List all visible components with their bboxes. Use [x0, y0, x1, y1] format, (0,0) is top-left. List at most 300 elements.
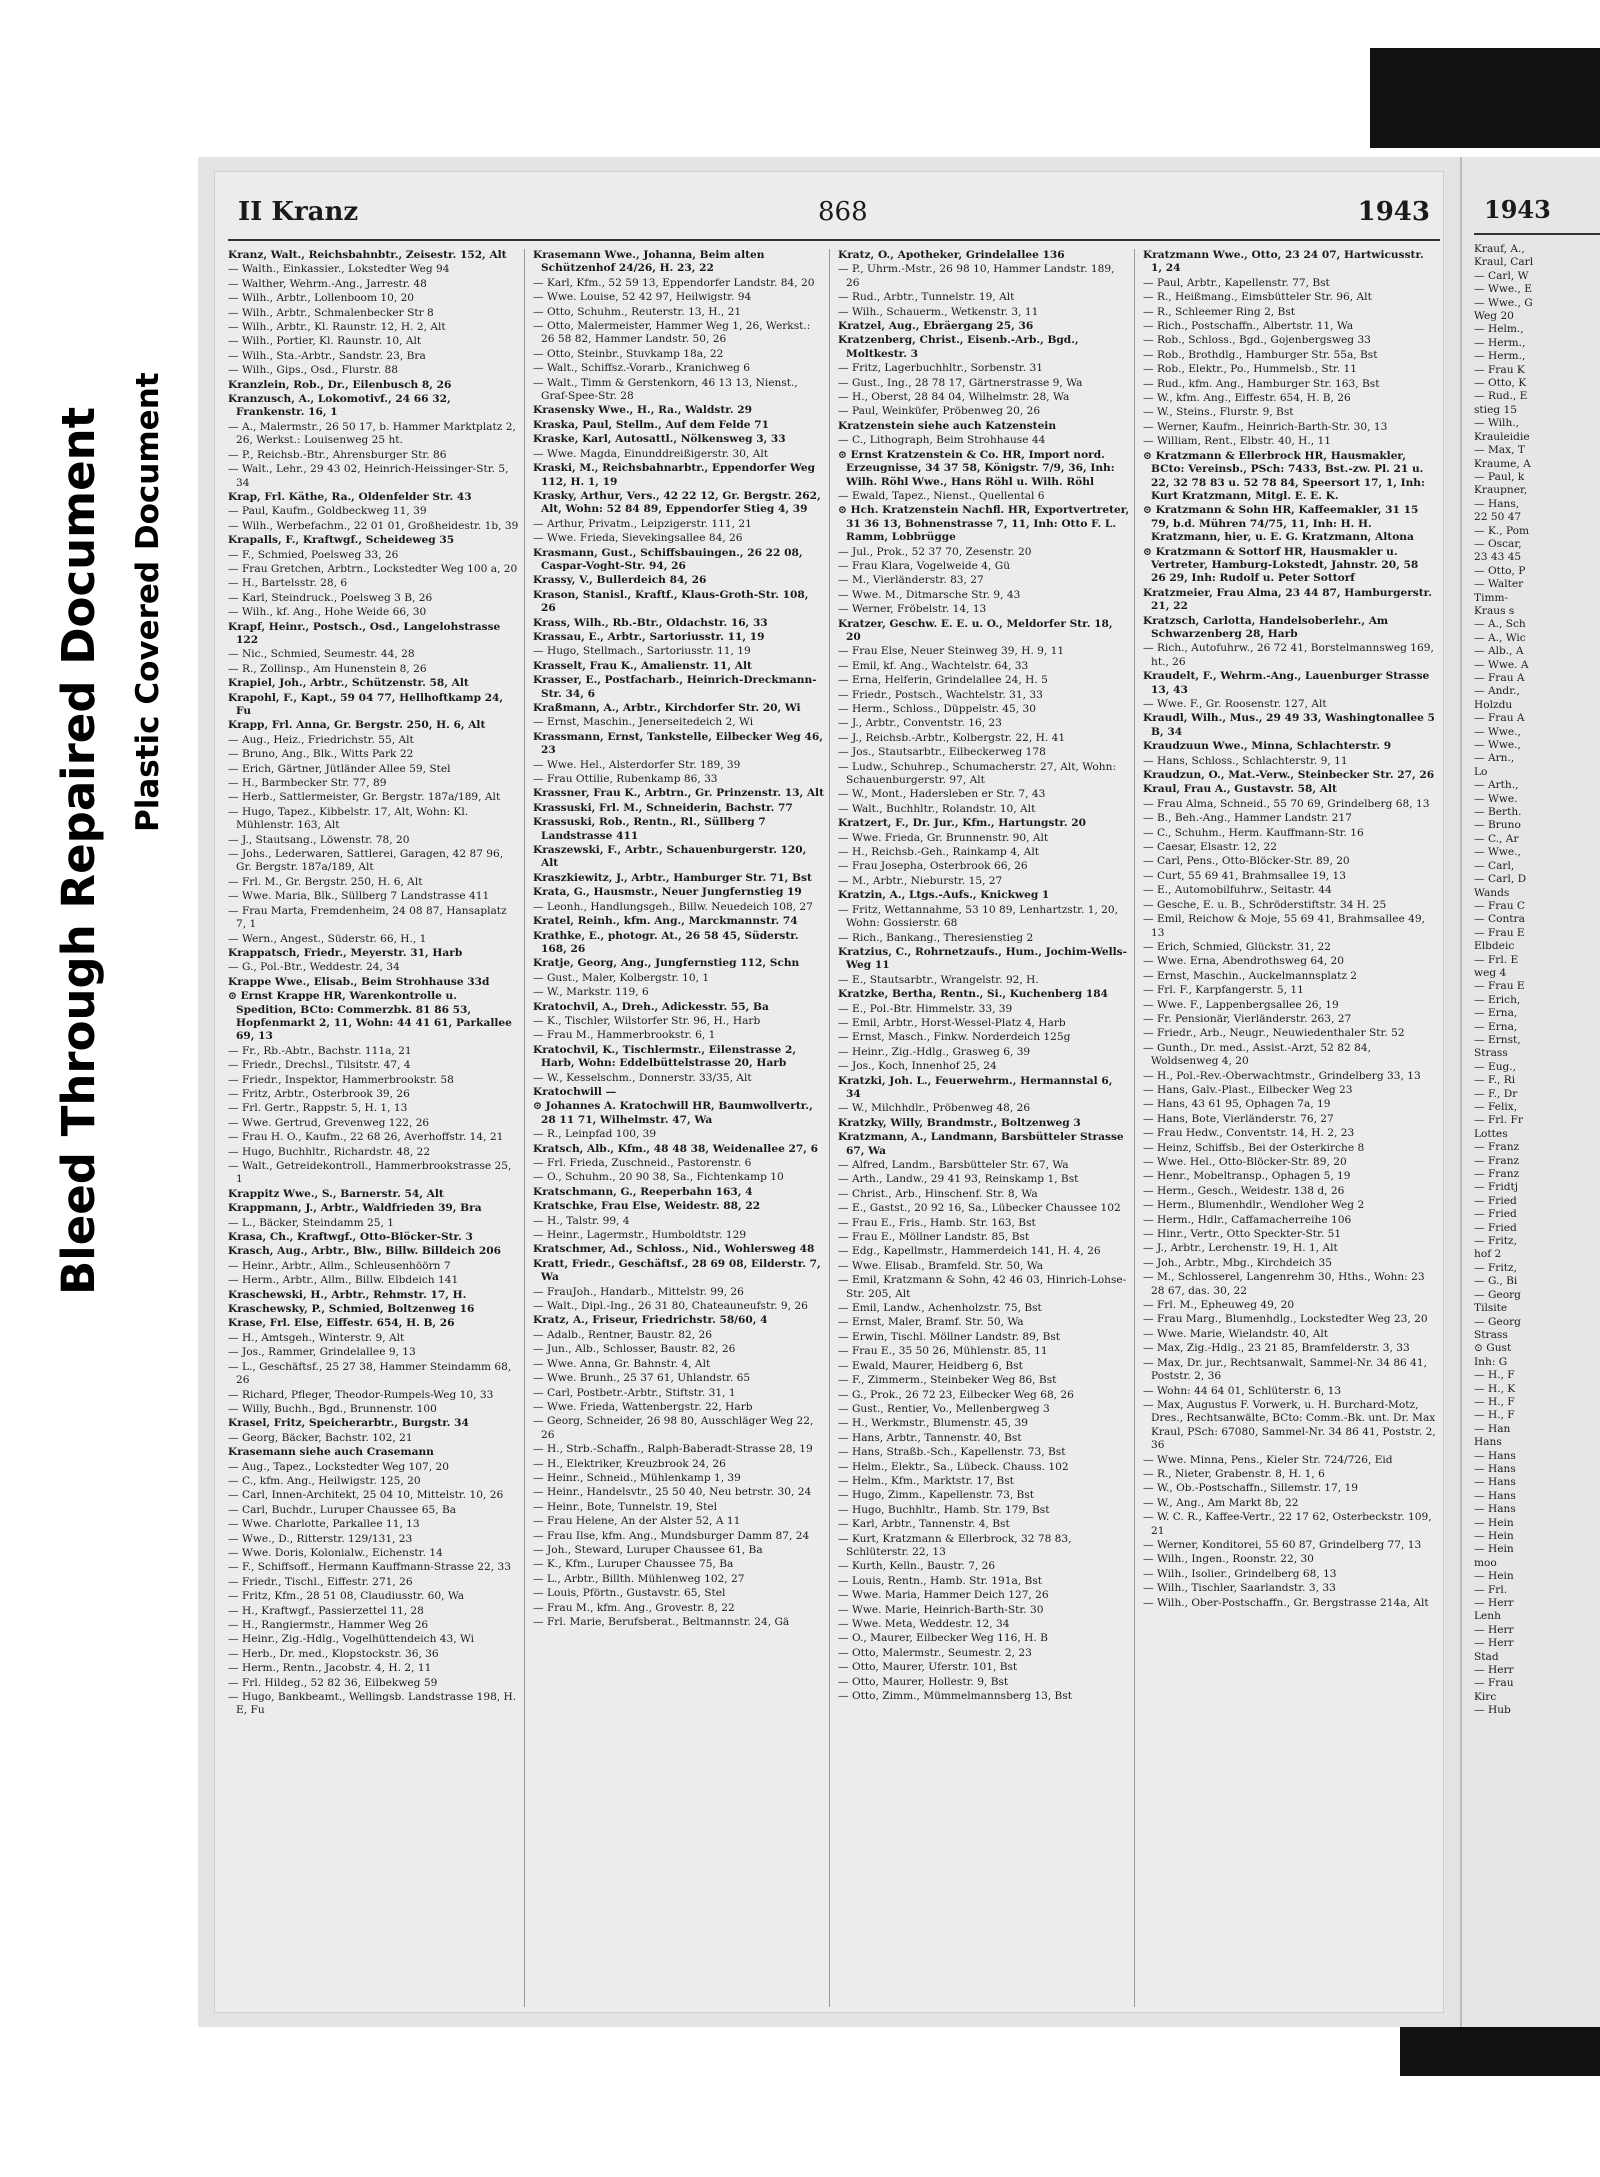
directory-entry: — Wwe. Meta, Weddestr. 12, 34: [838, 1618, 1010, 1630]
directory-entry: Krassuski, Rob., Rentn., Rl., Süllberg 7 Landstrasse 411: [533, 816, 766, 842]
directory-entry: — W., Mont., Hadersleben er Str. 7, 43: [838, 788, 1046, 801]
directory-entry: Krassner, Frau K., Arbtrn., Gr. Prinzenstr. 13, Alt: [533, 787, 824, 800]
directory-entry: Kratje, Georg, Ang., Jungfernstieg 112, Schn: [533, 957, 800, 970]
directory-entry: — G., Prok., 26 72 23, Eilbecker Weg 68, 26: [838, 1388, 1074, 1401]
directory-entry: — Wohn: 44 64 01, Schlüterstr. 6, 13: [1143, 1384, 1342, 1397]
next-page-line: Krauf, A.,: [1474, 243, 1525, 255]
directory-entry: Kratzenstein siehe auch Katzenstein: [838, 419, 1057, 432]
next-page-line: Timm-: [1474, 591, 1509, 604]
next-page-line: — Wwe.: [1474, 792, 1518, 805]
directory-entry: — E., Gastst., 20 92 16, Sa., Lübecker Chaussee 102: [838, 1202, 1121, 1215]
directory-entry: — H., Talstr. 99, 4: [533, 1214, 630, 1227]
directory-entry: — Otto, Schuhm., Reuterstr. 13, H., 21: [533, 305, 742, 318]
directory-entry: Krasky, Arthur, Vers., 42 22 12, Gr. Bergstr. 262, Alt, Wohn: 52 84 89, Eppendorfer Stieg 4, 39: [533, 489, 821, 516]
directory-entry: — Frau Marg., Blumenhdlg., Lockstedter Weg 23, 20: [1143, 1313, 1428, 1326]
directory-entry: Kraska, Paul, Stellm., Auf dem Felde 71: [533, 418, 769, 431]
directory-entry: — Wwe. Doris, Kolonialw., Eichenstr. 14: [228, 1546, 443, 1559]
directory-entry: — W. C. R., Kaffee-Vertr., 22 17 62, Osterbeckstr. 109, 21: [1143, 1511, 1432, 1537]
next-page-line: Inh: G: [1474, 1355, 1508, 1368]
directory-entry: — William, Rent., Elbstr. 40, H., 11: [1143, 435, 1332, 448]
directory-entry: Krasemann siehe auch Crasemann: [228, 1446, 434, 1459]
directory-entry: — H., Strb.-Schaffn., Ralph-Baberadt-Strasse 28, 19: [533, 1443, 813, 1456]
directory-entry: — Otto, Steinbr., Stuvkamp 18a, 22: [533, 347, 724, 360]
next-page-line: — Frau: [1474, 1677, 1514, 1690]
directory-entry: — L., Geschäftsf., 25 27 38, Hammer Steindamm 68, 26: [228, 1360, 512, 1387]
directory-entry: — Frau Josepha, Osterbrook 66, 26: [838, 860, 1028, 873]
directory-entry: — Wwe. Marie, Heinrich-Barth-Str. 30: [838, 1603, 1044, 1616]
next-page-line: — Wwe.,: [1474, 725, 1521, 738]
directory-entry: Krathke, E., photogr. At., 26 58 45, Süderstr. 168, 26: [533, 929, 799, 955]
directory-entry: — Frl. Hildeg., 52 82 36, Eilbekweg 59: [228, 1676, 438, 1689]
directory-entry: — C., kfm. Ang., Heilwigstr. 125, 20: [228, 1474, 421, 1487]
directory-entry: Kranzusch, A., Lokomotivf., 24 66 32, Frankenstr. 16, 1: [228, 393, 451, 419]
directory-entry: — Paul, Arbtr., Kapellenstr. 77, Bst: [1143, 276, 1330, 289]
directory-entry: — H., Pol.-Rev.-Oberwachtmstr., Grindelberg 33, 13: [1143, 1069, 1421, 1082]
next-page-line: — Erna,: [1474, 1007, 1518, 1020]
directory-entry: Krapiel, Joh., Arbtr., Schützenstr. 58, Alt: [228, 677, 469, 690]
directory-entry: — Herm., Gesch., Weidestr. 138 d, 26: [1143, 1184, 1345, 1197]
directory-entry: Kraszkiewitz, J., Arbtr., Hamburger Str. 71, Bst: [533, 871, 812, 884]
directory-entry: — Herb., Sattlermeister, Gr. Bergstr. 187a/189, Alt: [228, 791, 501, 804]
directory-entry: — Ewald, Tapez., Nienst., Quellental 6: [838, 489, 1045, 502]
directory-page: [198, 157, 1460, 2027]
next-page-line: — Fridtj: [1474, 1181, 1519, 1194]
directory-entry: — Hans, Straßb.-Sch., Kapellenstr. 73, Bst: [838, 1446, 1066, 1459]
directory-entry: — H., Kraftwgf., Passierzettel 11, 28: [228, 1604, 424, 1617]
directory-entry: — Wilh., Ingen., Roonstr. 22, 30: [1143, 1553, 1314, 1566]
directory-entry: — Heinr., Schneid., Mühlenkamp 1, 39: [533, 1471, 741, 1484]
directory-entry: — Jun., Alb., Schlosser, Baustr. 82, 26: [533, 1343, 736, 1356]
directory-entry: — Wilh., Gips., Osd., Flurstr. 88: [228, 364, 398, 377]
directory-entry: — Hugo, Zimm., Kapellenstr. 73, Bst: [838, 1489, 1035, 1502]
directory-entry: — Gust., Rentier, Vo., Mellenbergweg 3: [838, 1402, 1050, 1415]
page-header: [238, 197, 1430, 233]
directory-entry: — O., Maurer, Eilbecker Weg 116, H. B: [838, 1632, 1048, 1645]
directory-entry: — O., Schuhm., 20 90 38, Sa., Fichtenkamp 10: [533, 1171, 784, 1184]
directory-entry: — Curt, 55 69 41, Brahmsallee 19, 13: [1143, 869, 1347, 882]
directory-entry: — R., Zollinsp., Am Hunenstein 8, 26: [228, 662, 427, 675]
directory-entry: — F., Schiffsoff., Hermann Kauffmann-Strasse 22, 33: [228, 1561, 511, 1574]
column-1: [228, 249, 525, 2007]
directory-entry: Krata, G., Hausmstr., Neuer Jungfernstieg 19: [533, 886, 802, 899]
directory-entry: — Walther, Wehrm.-Ang., Jarrestr. 48: [228, 277, 427, 290]
directory-entry: — Emil, Reichow & Moje, 55 69 41, Brahmsallee 49, 13: [1143, 913, 1425, 939]
directory-entry: — Hugo, Buchhltr., Richardstr. 48, 22: [228, 1145, 431, 1158]
directory-entry: — Carl, Buchdr., Luruper Chaussee 65, Ba: [228, 1503, 457, 1516]
directory-entry: — Fritz, Wettannahme, 53 10 89, Lenhartzstr. 1, 20, Wohn: Gossierstr. 68: [838, 903, 1119, 930]
directory-entry: — Wern., Angest., Süderstr. 66, H., 1: [228, 932, 427, 945]
directory-entry: — Walt., Buchhltr., Rolandstr. 10, Alt: [838, 802, 1036, 815]
directory-entry: Krasselt, Frau K., Amalienstr. 11, Alt: [533, 659, 752, 672]
directory-entry: — Otto, Maurer, Hollestr. 9, Bst: [838, 1675, 1009, 1688]
directory-entry: — Friedr., Postsch., Wachtelstr. 31, 33: [838, 688, 1043, 701]
directory-entry: ⊙ Ernst Krappe HR, Warenkontrolle u. Spedition, BCto: Commerzbk. 81 86 53, Hopfenmarkt 2, 11, Wohn: 44 41 61, Parkallee 69, 13: [228, 990, 512, 1043]
directory-entry: Kratschke, Frau Else, Weidestr. 88, 22: [533, 1200, 761, 1213]
next-page-line: — Berth.: [1474, 806, 1522, 819]
directory-entry: Krappatsch, Friedr., Meyerstr. 31, Harb: [228, 946, 463, 959]
directory-entry: — Wilh., Schauerm., Wetkenstr. 3, 11: [838, 305, 1039, 318]
directory-entry: — Aug., Tapez., Lockstedter Weg 107, 20: [228, 1460, 449, 1473]
next-page-line: Stad: [1474, 1650, 1499, 1663]
directory-entry: — Frau Helene, An der Alster 52, A 11: [533, 1515, 741, 1528]
directory-entry: — Hugo, Stellmach., Sartoriusstr. 11, 19: [533, 645, 751, 658]
next-page-line: 22 50 47: [1474, 511, 1522, 524]
next-page-line: — Eug.,: [1474, 1060, 1517, 1073]
directory-entry: — Erna, Helferin, Grindelallee 24, H. 5: [838, 674, 1048, 687]
directory-entry: — Fr. Pensionär, Vierländerstr. 263, 27: [1143, 1012, 1352, 1025]
directory-entry: Kratzsch, Carlotta, Handelsoberlehr., Am Schwarzenberg 28, Harb: [1143, 614, 1389, 640]
directory-entry: Kratel, Reinh., kfm. Ang., Marckmannstr. 74: [533, 915, 798, 928]
next-page-line: — Otto, K: [1474, 377, 1527, 390]
column-2: [533, 249, 830, 2007]
next-page-line: — Hans: [1474, 1462, 1516, 1475]
next-page-line: — Frau A: [1474, 672, 1525, 684]
directory-entry: Kratzert, F., Dr. Jur., Kfm., Hartungstr. 20: [838, 817, 1087, 830]
directory-entry: — H., Rangiermstr., Hammer Weg 26: [228, 1619, 429, 1631]
directory-entry: Kratochvil, A., Dreh., Adickesstr. 55, Ba: [533, 1000, 769, 1013]
next-page-strip: [1460, 157, 1600, 2027]
directory-entry: — Richard, Pfleger, Theodor-Rumpels-Weg 10, 33: [228, 1388, 494, 1401]
next-page-line: — Herr: [1474, 1597, 1514, 1610]
directory-entry: — R., Schleemer Ring 2, Bst: [1143, 305, 1296, 318]
directory-entry: — Wilh., Tischler, Saarlandstr. 3, 33: [1143, 1582, 1336, 1595]
directory-entry: — Frl. M., Gr. Bergstr. 250, H. 6, Alt: [228, 875, 423, 888]
directory-entry: — Heinr., Arbtr., Allm., Schleusenhöörn 7: [228, 1259, 451, 1272]
directory-entry: Krasser, E., Postfacharb., Heinrich-Dreckmann-Str. 34, 6: [533, 674, 817, 700]
directory-entry: — L., Arbtr., Billth. Mühlenweg 102, 27: [533, 1572, 745, 1585]
directory-entry: Kraschewski, H., Arbtr., Rehmstr. 17, H.: [228, 1288, 467, 1301]
next-page-line: — Frau E: [1474, 926, 1525, 939]
directory-entry: — H., Bartelsstr. 28, 6: [228, 577, 348, 590]
directory-entry: — Ewald, Maurer, Heidberg 6, Bst: [838, 1359, 1023, 1372]
column-4: [1143, 249, 1440, 2007]
directory-entry: — Erich, Gärtner, Jütländer Allee 59, Stel: [228, 762, 451, 775]
scan-black-block-top: [1370, 48, 1600, 148]
next-page-line: — Georg: [1474, 1288, 1521, 1301]
next-page-line: — Rud., E: [1474, 390, 1528, 403]
directory-entry: — Wilh., Werbefachm., 22 01 01, Großheidestr. 1b, 39: [228, 519, 519, 532]
directory-entry: — C., Schuhm., Herm. Kauffmann-Str. 16: [1143, 826, 1364, 839]
next-page-line: Kraupner,: [1474, 484, 1528, 497]
directory-entry: — Leonh., Handlungsgeh., Billw. Neuedeich 108, 27: [533, 900, 813, 913]
directory-entry: Kratz, A., Friseur, Friedrichstr. 58/60, 4: [533, 1314, 768, 1327]
next-page-line: — Hein: [1474, 1570, 1514, 1583]
directory-entry: — Wwe. F., Gr. Roosenstr. 127, Alt: [1143, 698, 1327, 710]
directory-entry: — Alfred, Landm., Barsbütteler Str. 67, Wa: [838, 1159, 1069, 1171]
directory-entry: Kratzer, Geschw. E. E. u. O., Meldorfer Str. 18, 20: [838, 617, 1113, 643]
directory-entry: Kratzmann, A., Landmann, Barsbütteler Strasse 67, Wa: [838, 1131, 1124, 1157]
next-page-line: — Frl. Fr: [1474, 1114, 1523, 1127]
directory-entry: — Hugo, Buchhltr., Hamb. Str. 179, Bst: [838, 1503, 1050, 1516]
directory-entry: — Bruno, Ang., Blk., Witts Park 22: [228, 748, 414, 761]
directory-entry: Kraul, Frau A., Gustavstr. 58, Alt: [1143, 783, 1337, 796]
next-page-line: — Hans: [1474, 1489, 1516, 1502]
directory-entry: — M., Arbtr., Nieburstr. 15, 27: [838, 874, 1003, 887]
header-section: II Kranz: [238, 197, 359, 227]
directory-entry: — R., Leinpfad 100, 39: [533, 1128, 657, 1141]
directory-entry: Kraudzun, O., Mat.-Verw., Steinbecker Str. 27, 26: [1143, 769, 1435, 782]
directory-entry: — H., Werkmstr., Blumenstr. 45, 39: [838, 1417, 1028, 1430]
directory-entry: — Hugo, Bankbeamt., Wellingsb. Landstrasse 198, H. E, Fu: [228, 1691, 517, 1717]
directory-entry: — Frau E., Fris., Hamb. Str. 163, Bst: [838, 1216, 1036, 1229]
directory-entry: — Wwe. Maria, Blk., Süllberg 7 Landstrasse 411: [228, 890, 490, 903]
directory-entry: — Frau H. O., Kaufm., 22 68 26, Averhoffstr. 14, 21: [228, 1131, 504, 1144]
next-page-line: — Fried: [1474, 1221, 1517, 1234]
directory-entry: — Frl. Gertr., Rappstr. 5, H. 1, 13: [228, 1102, 408, 1115]
directory-entry: — Jos., Stautsarbtr., Eilbeckerweg 178: [838, 746, 1046, 759]
directory-entry: Krapohl, F., Kapt., 59 04 77, Hellhoftkamp 24, Fu: [228, 691, 504, 717]
next-page-line: — Walter: [1474, 578, 1524, 591]
directory-entry: — Wwe. Anna, Gr. Bahnstr. 4, Alt: [533, 1357, 711, 1370]
directory-entry: — Frau Klara, Vogelweide 4, Gü: [838, 559, 1011, 572]
next-page-line: — Carl,: [1474, 859, 1515, 872]
directory-entry: — Georg, Schneider, 26 98 80, Ausschläger Weg 22, 26: [533, 1415, 814, 1441]
directory-entry: — Rud., Arbtr., Tunnelstr. 19, Alt: [838, 291, 1015, 304]
directory-entry: — Walt., Getreidekontroll., Hammerbrookstrasse 25, 1: [228, 1160, 512, 1186]
directory-entry: — Wilh., Isolier., Grindelberg 68, 13: [1143, 1567, 1337, 1580]
directory-entry: Krassy, V., Bullerdeich 84, 26: [533, 574, 707, 587]
directory-entry: — Hugo, Tapez., Kibbelstr. 17, Alt, Wohn: Kl. Mühlenstr. 163, Alt: [228, 805, 469, 832]
directory-entry: — M., Vierländerstr. 83, 27: [838, 574, 984, 587]
directory-entry: — Frau Else, Neuer Steinweg 39, H. 9, 11: [838, 645, 1065, 658]
directory-entry: Kratzius, C., Rohrnetzaufs., Hum., Jochim-Wells-Weg 11: [838, 945, 1128, 972]
directory-entry: — Johs., Lederwaren, Sattlerei, Garagen, 42 87 96, Gr. Bergstr. 187a/189, Alt: [228, 848, 504, 874]
next-page-line: — Hans: [1474, 1449, 1516, 1462]
next-page-line: Holzdu: [1474, 698, 1513, 711]
next-page-line: — Frau C: [1474, 899, 1525, 912]
directory-entry: — Joh., Steward, Luruper Chaussee 61, Ba: [533, 1543, 763, 1556]
directory-entry: Krappe Wwe., Elisab., Beim Strohhause 33d: [228, 975, 490, 988]
next-page-line: — Fritz,: [1474, 1261, 1517, 1274]
next-page-line: — Ernst,: [1474, 1033, 1521, 1046]
next-page-line: — F., Ri: [1474, 1074, 1516, 1087]
directory-entry: — Wwe. Elisab., Bramfeld. Str. 50, Wa: [838, 1259, 1044, 1272]
directory-entry: Krassmann, Ernst, Tankstelle, Eilbecker Weg 46, 23: [533, 730, 823, 757]
next-page-line: Lo: [1474, 765, 1488, 778]
directory-entry: — Ernst, Maschin., Jenerseitedeich 2, Wi: [533, 716, 754, 729]
directory-entry: Kratsch, Alb., Kfm., 48 48 38, Weidenallee 27, 6: [533, 1142, 818, 1155]
next-page-line: Lenh: [1474, 1610, 1501, 1623]
directory-entry: — Werner, Konditorei, 55 60 87, Grindelberg 77, 13: [1143, 1538, 1422, 1551]
next-page-line: — A., Sch: [1474, 618, 1526, 631]
directory-entry: — Herm., Rentn., Jacobstr. 4, H. 2, 11: [228, 1662, 432, 1675]
directory-entry: — Friedr., Drechsl., Tilsitstr. 47, 4: [228, 1059, 411, 1072]
directory-entry: Kraski, M., Reichsbahnarbtr., Eppendorfer Weg 112, H. 1, 19: [533, 462, 816, 488]
directory-entry: — M., Schlosserel, Langenrehm 30, Hths., Wohn: 23 28 67, das. 30, 22: [1143, 1271, 1425, 1297]
directory-entry: — Erich, Schmied, Glückstr. 31, 22: [1143, 940, 1331, 953]
directory-entry: ⊙ Hch. Kratzenstein Nachfl. HR, Exportvertreter, 31 36 13, Bohnenstrasse 7, 11, Inh: Otto F. L. Ramm, Lobbrügge: [838, 504, 1130, 544]
next-page-line: moo: [1474, 1556, 1497, 1569]
directory-entry: — Emil, Kratzmann & Sohn, 42 46 03, Hinrich-Lohse-Str. 205, Alt: [838, 1274, 1127, 1300]
directory-entry: Krasch, Aug., Arbtr., Blw., Billw. Billdeich 206: [228, 1245, 502, 1258]
directory-entry: — Wwe. Magda, Einunddreißigerstr. 30, Alt: [533, 447, 768, 460]
next-page-line: — Fried: [1474, 1194, 1517, 1207]
directory-entry: Kraske, Karl, Autosattl., Nölkensweg 3, 33: [533, 433, 786, 446]
next-page-line: — H., F: [1474, 1395, 1515, 1408]
directory-entry: — Frl. Frieda, Zuschneid., Pastorenstr. 6: [533, 1157, 752, 1169]
next-page-line: — K., Pom: [1474, 524, 1530, 537]
next-page-line: — Hein: [1474, 1516, 1514, 1529]
directory-entry: ⊙ Ernst Kratzenstein & Co. HR, Import nord. Erzeugnisse, 34 37 58, Königstr. 7/9, 36, Inh: Wilh. Röhl Wwe., Hans Röhl u. Wilh. Röhl: [838, 448, 1115, 488]
next-page-rule: [1474, 233, 1600, 235]
next-page-line: — Frau A: [1474, 712, 1525, 725]
directory-entry: — Max, Augustus F. Vorwerk, u. H. Burchard-Motz, Dres., Rechtsanwälte, BCto: Comm.-Bk. unt. Dr. Max Kraul, PSch: 67080, Sammel-Nr. 34 86 41, Poststr. 2, 36: [1143, 1398, 1436, 1452]
directory-entry: ⊙ Johannes A. Kratochwill HR, Baumwollvertr., 28 11 71, Wilhelmstr. 47, Wa: [533, 1100, 813, 1126]
next-page-line: — Frl.: [1474, 1583, 1508, 1596]
directory-entry: — Adalb., Rentner, Baustr. 82, 26: [533, 1328, 712, 1341]
directory-entry: — G., Pol.-Btr., Weddestr. 24, 34: [228, 961, 400, 974]
directory-entry: — Rob., Brothdlg., Hamburger Str. 55a, Bst: [1143, 348, 1378, 361]
directory-entry: — Helm., Elektr., Sa., Lübeck. Chauss. 102: [838, 1460, 1069, 1473]
next-page-line: — Herm.,: [1474, 336, 1526, 349]
directory-entry: — Gust., Maler, Kolbergstr. 10, 1: [533, 971, 710, 984]
directory-entry: — Wwe. Marie, Wielandstr. 40, Alt: [1143, 1327, 1329, 1340]
header-rule: [228, 239, 1440, 241]
directory-entry: — Erwin, Tischl. Möllner Landstr. 89, Bst: [838, 1330, 1061, 1343]
next-page-line: — Hein: [1474, 1543, 1514, 1556]
next-page-line: — Georg: [1474, 1315, 1521, 1328]
next-page-line: — Wwe.,: [1474, 739, 1521, 752]
directory-entry: — W., Steins., Flurstr. 9, Bst: [1143, 406, 1294, 419]
next-page-line: — H., K: [1474, 1382, 1516, 1395]
directory-entry: — Walt., Lehr., 29 43 02, Heinrich-Heissinger-Str. 5, 34: [228, 463, 509, 489]
next-page-line: — Hans: [1474, 1503, 1516, 1516]
next-page-line: — Oscar,: [1474, 537, 1522, 550]
directory-entry: Kraszewski, F., Arbtr., Schauenburgerstr. 120, Alt: [533, 844, 807, 870]
directory-entry: Kratschmer, Ad., Schloss., Nid., Wohlersweg 48: [533, 1243, 815, 1256]
directory-entry: Kraßmann, A., Arbtr., Kirchdorfer Str. 20, Wi: [533, 702, 801, 714]
directory-entry: — Frau Alma, Schneid., 55 70 69, Grindelberg 68, 13: [1143, 797, 1430, 810]
directory-entry: — Walt., Timm & Gerstenkorn, 46 13 13, Nienst., Graf-Spee-Str. 28: [533, 376, 798, 403]
directory-entry: — P., Reichsb.-Btr., Ahrensburger Str. 86: [228, 448, 447, 461]
directory-entry: — Heinz, Schiffsb., Bei der Osterkirche 8: [1143, 1141, 1365, 1154]
directory-entry: — Hans, Schloss., Schlachterstr. 9, 11: [1143, 754, 1348, 767]
directory-entry: — Frau Hedw., Conventstr. 14, H. 2, 23: [1143, 1127, 1355, 1140]
next-page-line: Krauleidie: [1474, 430, 1530, 443]
directory-entry: Krasmann, Gust., Schiffsbauingen., 26 22 08, Caspar-Voght-Str. 94, 26: [533, 546, 803, 572]
directory-entry: Krason, Stanisl., Kraftf., Klaus-Groth-Str. 108, 26: [533, 588, 809, 615]
directory-entry: — Carl, Pens., Otto-Blöcker-Str. 89, 20: [1143, 855, 1350, 868]
directory-entry: — J., Reichsb.-Arbtr., Kolbergstr. 22, H. 41: [838, 731, 1066, 744]
directory-entry: — Wwe. Charlotte, Parkallee 11, 13: [228, 1518, 420, 1531]
directory-entry: — Walth., Einkassier., Lokstedter Weg 94: [228, 263, 450, 276]
directory-entry: Kraudzuun Wwe., Minna, Schlachterstr. 9: [1143, 740, 1392, 753]
next-page-line: — Franz: [1474, 1154, 1520, 1167]
directory-entry: — Frau Ilse, kfm. Ang., Mundsburger Damm 87, 24: [533, 1529, 810, 1542]
directory-entry: Kratzin, A., Ltgs.-Aufs., Knickweg 1: [838, 889, 1050, 902]
directory-entry: — W., Ob.-Postschaffn., Sillemstr. 17, 19: [1143, 1482, 1359, 1495]
directory-entry: — Karl, Steindruck., Poelsweg 3 B, 26: [228, 591, 433, 604]
directory-entry: — Frau M., kfm. Ang., Grovestr. 8, 22: [533, 1601, 735, 1614]
directory-entry: — Karl, Kfm., 52 59 13, Eppendorfer Landstr. 84, 20: [533, 276, 815, 289]
next-page-line: — Helm.,: [1474, 323, 1524, 336]
next-page-line: Tilsite: [1474, 1302, 1508, 1315]
directory-entry: — Fritz, Lagerbuchhltr., Sorbenstr. 31: [838, 362, 1044, 375]
directory-entry: — Kurth, Kelln., Baustr. 7, 26: [838, 1560, 996, 1573]
directory-entry: — Gust., Ing., 28 78 17, Gärtnerstrasse 9, Wa: [838, 376, 1083, 389]
directory-entry: — Frau E., Möllner Landstr. 85, Bst: [838, 1231, 1030, 1244]
next-page-line: — Wwe., G: [1474, 296, 1533, 309]
directory-entry: Krappmann, J., Arbtr., Waldfrieden 39, Bra: [228, 1202, 482, 1215]
directory-entry: Krappitz Wwe., S., Barnerstr. 54, Alt: [228, 1187, 444, 1200]
directory-entry: Krasa, Ch., Kraftwgf., Otto-Blöcker-Str. 3: [228, 1231, 473, 1244]
directory-entry: — W., kfm. Ang., Eiffestr. 654, H. B, 26: [1143, 392, 1351, 405]
next-page-line: stieg 15: [1474, 403, 1517, 416]
next-page-line: — C., Ar: [1474, 832, 1519, 845]
next-page-line: — Hans,: [1474, 497, 1520, 510]
next-page-line: — Arn.,: [1474, 752, 1515, 765]
directory-entry: — Wilh., Arbtr., Lollenboom 10, 20: [228, 292, 415, 305]
directory-entry: — J., Arbtr., Conventstr. 16, 23: [838, 717, 1002, 730]
directory-entry: — Otto, Maurer, Uferstr. 101, Bst: [838, 1661, 1018, 1674]
next-page-line: 23 43 45: [1474, 551, 1522, 564]
next-page-line: — Alb., A: [1474, 645, 1524, 658]
directory-entry: Krapalls, F., Kraftwgf., Scheideweg 35: [228, 534, 455, 547]
directory-entry: — Wilh., Sta.-Arbtr., Sandstr. 23, Bra: [228, 349, 426, 362]
directory-entry: — Wwe. Minna, Pens., Kieler Str. 724/726, Eid: [1143, 1453, 1393, 1466]
directory-entry: Krase, Frl. Else, Eiffestr. 654, H. B, 26: [228, 1317, 455, 1330]
next-page-line: — H., F: [1474, 1409, 1515, 1422]
next-page-line: Hans: [1474, 1436, 1502, 1449]
directory-entry: Krasemann Wwe., Johanna, Beim alten Schützenhof 24/26, H. 23, 22: [533, 249, 765, 275]
next-page-line: weg 4: [1474, 966, 1507, 979]
next-page-line: Wands: [1474, 886, 1510, 899]
directory-entry: — W., Markstr. 119, 6: [533, 986, 649, 999]
directory-entry: Krasensky Wwe., H., Ra., Waldstr. 29: [533, 404, 752, 417]
directory-entry: — Walt., Dipl.-Ing., 26 31 80, Chateauneufstr. 9, 26: [533, 1300, 808, 1313]
directory-entry: — R., Nieter, Grabenstr. 8, H. 1, 6: [1143, 1467, 1325, 1480]
directory-entry: — Emil, kf. Ang., Wachtelstr. 64, 33: [838, 659, 1029, 672]
next-page-line: Elbdeic: [1474, 940, 1515, 953]
directory-entry: — H., Elektriker, Kreuzbrook 24, 26: [533, 1457, 726, 1470]
next-page-line: — Paul, k: [1474, 470, 1525, 483]
directory-entry: — Frl. F., Karpfangerstr. 5, 11: [1143, 984, 1304, 997]
directory-entry: — Hans, Galv.-Plast., Eilbecker Weg 23: [1143, 1083, 1353, 1096]
directory-entry: — Wilh., Arbtr., Schmalenbecker Str 8: [228, 306, 434, 319]
directory-entry: — Jos., Koch, Innenhof 25, 24: [838, 1060, 997, 1073]
directory-entry: — F., Schmied, Poelsweg 33, 26: [228, 548, 399, 561]
next-page-line: hof 2: [1474, 1248, 1502, 1261]
directory-entry: — Heinr., Bote, Tunnelstr. 19, Stel: [533, 1500, 718, 1513]
directory-entry: — Edg., Kapellmstr., Hammerdeich 141, H. 4, 26: [838, 1245, 1101, 1258]
directory-entry: — Arth., Landw., 29 41 93, Reinskamp 1, Bst: [838, 1173, 1079, 1186]
directory-entry: — W., Milchhdlr., Pröbenweg 48, 26: [838, 1102, 1031, 1115]
directory-entry: Krass, Wilh., Rb.-Btr., Oldachstr. 16, 33: [533, 616, 768, 629]
directory-entry: Krassuski, Frl. M., Schneiderin, Bachstr. 77: [533, 801, 793, 814]
directory-entry: — Max, Dr. jur., Rechtsanwalt, Sammel-Nr. 34 86 41, Poststr. 2, 36: [1143, 1356, 1428, 1383]
directory-entry: — Wwe. Maria, Hammer Deich 127, 26: [838, 1589, 1049, 1602]
header-page-number: 868: [818, 197, 868, 227]
next-page-line: — Frau E: [1474, 980, 1525, 993]
directory-entry: — Wwe. Hel., Otto-Blöcker-Str. 89, 20: [1143, 1156, 1347, 1168]
directory-entry: — H., Barmbecker Str. 77, 89: [228, 777, 387, 790]
next-page-line: — H., F: [1474, 1369, 1515, 1382]
next-page-line: — Herr: [1474, 1637, 1514, 1650]
next-page-line: ⊙ Gust: [1474, 1342, 1512, 1355]
directory-entry: — Rich., Bankang., Theresienstieg 2: [838, 931, 1034, 944]
directory-entry: Kratzke, Bertha, Rentn., Si., Kuchenberg 184: [838, 988, 1108, 1001]
directory-entry: — W., Kesselschm., Donnerstr. 33/35, Alt: [533, 1071, 752, 1084]
directory-entry: — Wwe. F., Lappenbergsallee 26, 19: [1143, 998, 1339, 1011]
directory-entry: — Wwe. Frieda, Sievekingsallee 84, 26: [533, 532, 743, 545]
directory-entry: ⊙ Kratzmann & Sohn HR, Kaffeemakler, 31 15 79, b.d. Mühren 74/75, 11, Inh: H. H. Kratzmann, hier, u. E. G. Kratzmann, Altona: [1143, 504, 1419, 544]
next-page-line: — Herr: [1474, 1664, 1514, 1677]
directory-entry: — Herm., Hdlr., Caffamacherreihe 106: [1143, 1213, 1352, 1226]
directory-entry: Krapp, Frl. Anna, Gr. Bergstr. 250, H. 6, Alt: [228, 719, 486, 732]
next-page-line: — Arth.,: [1474, 779, 1519, 792]
directory-entry: — Karl, Arbtr., Tannenstr. 4, Bst: [838, 1518, 1010, 1531]
directory-entry: — Henr., Mobeltransp., Ophagen 5, 19: [1143, 1170, 1351, 1183]
